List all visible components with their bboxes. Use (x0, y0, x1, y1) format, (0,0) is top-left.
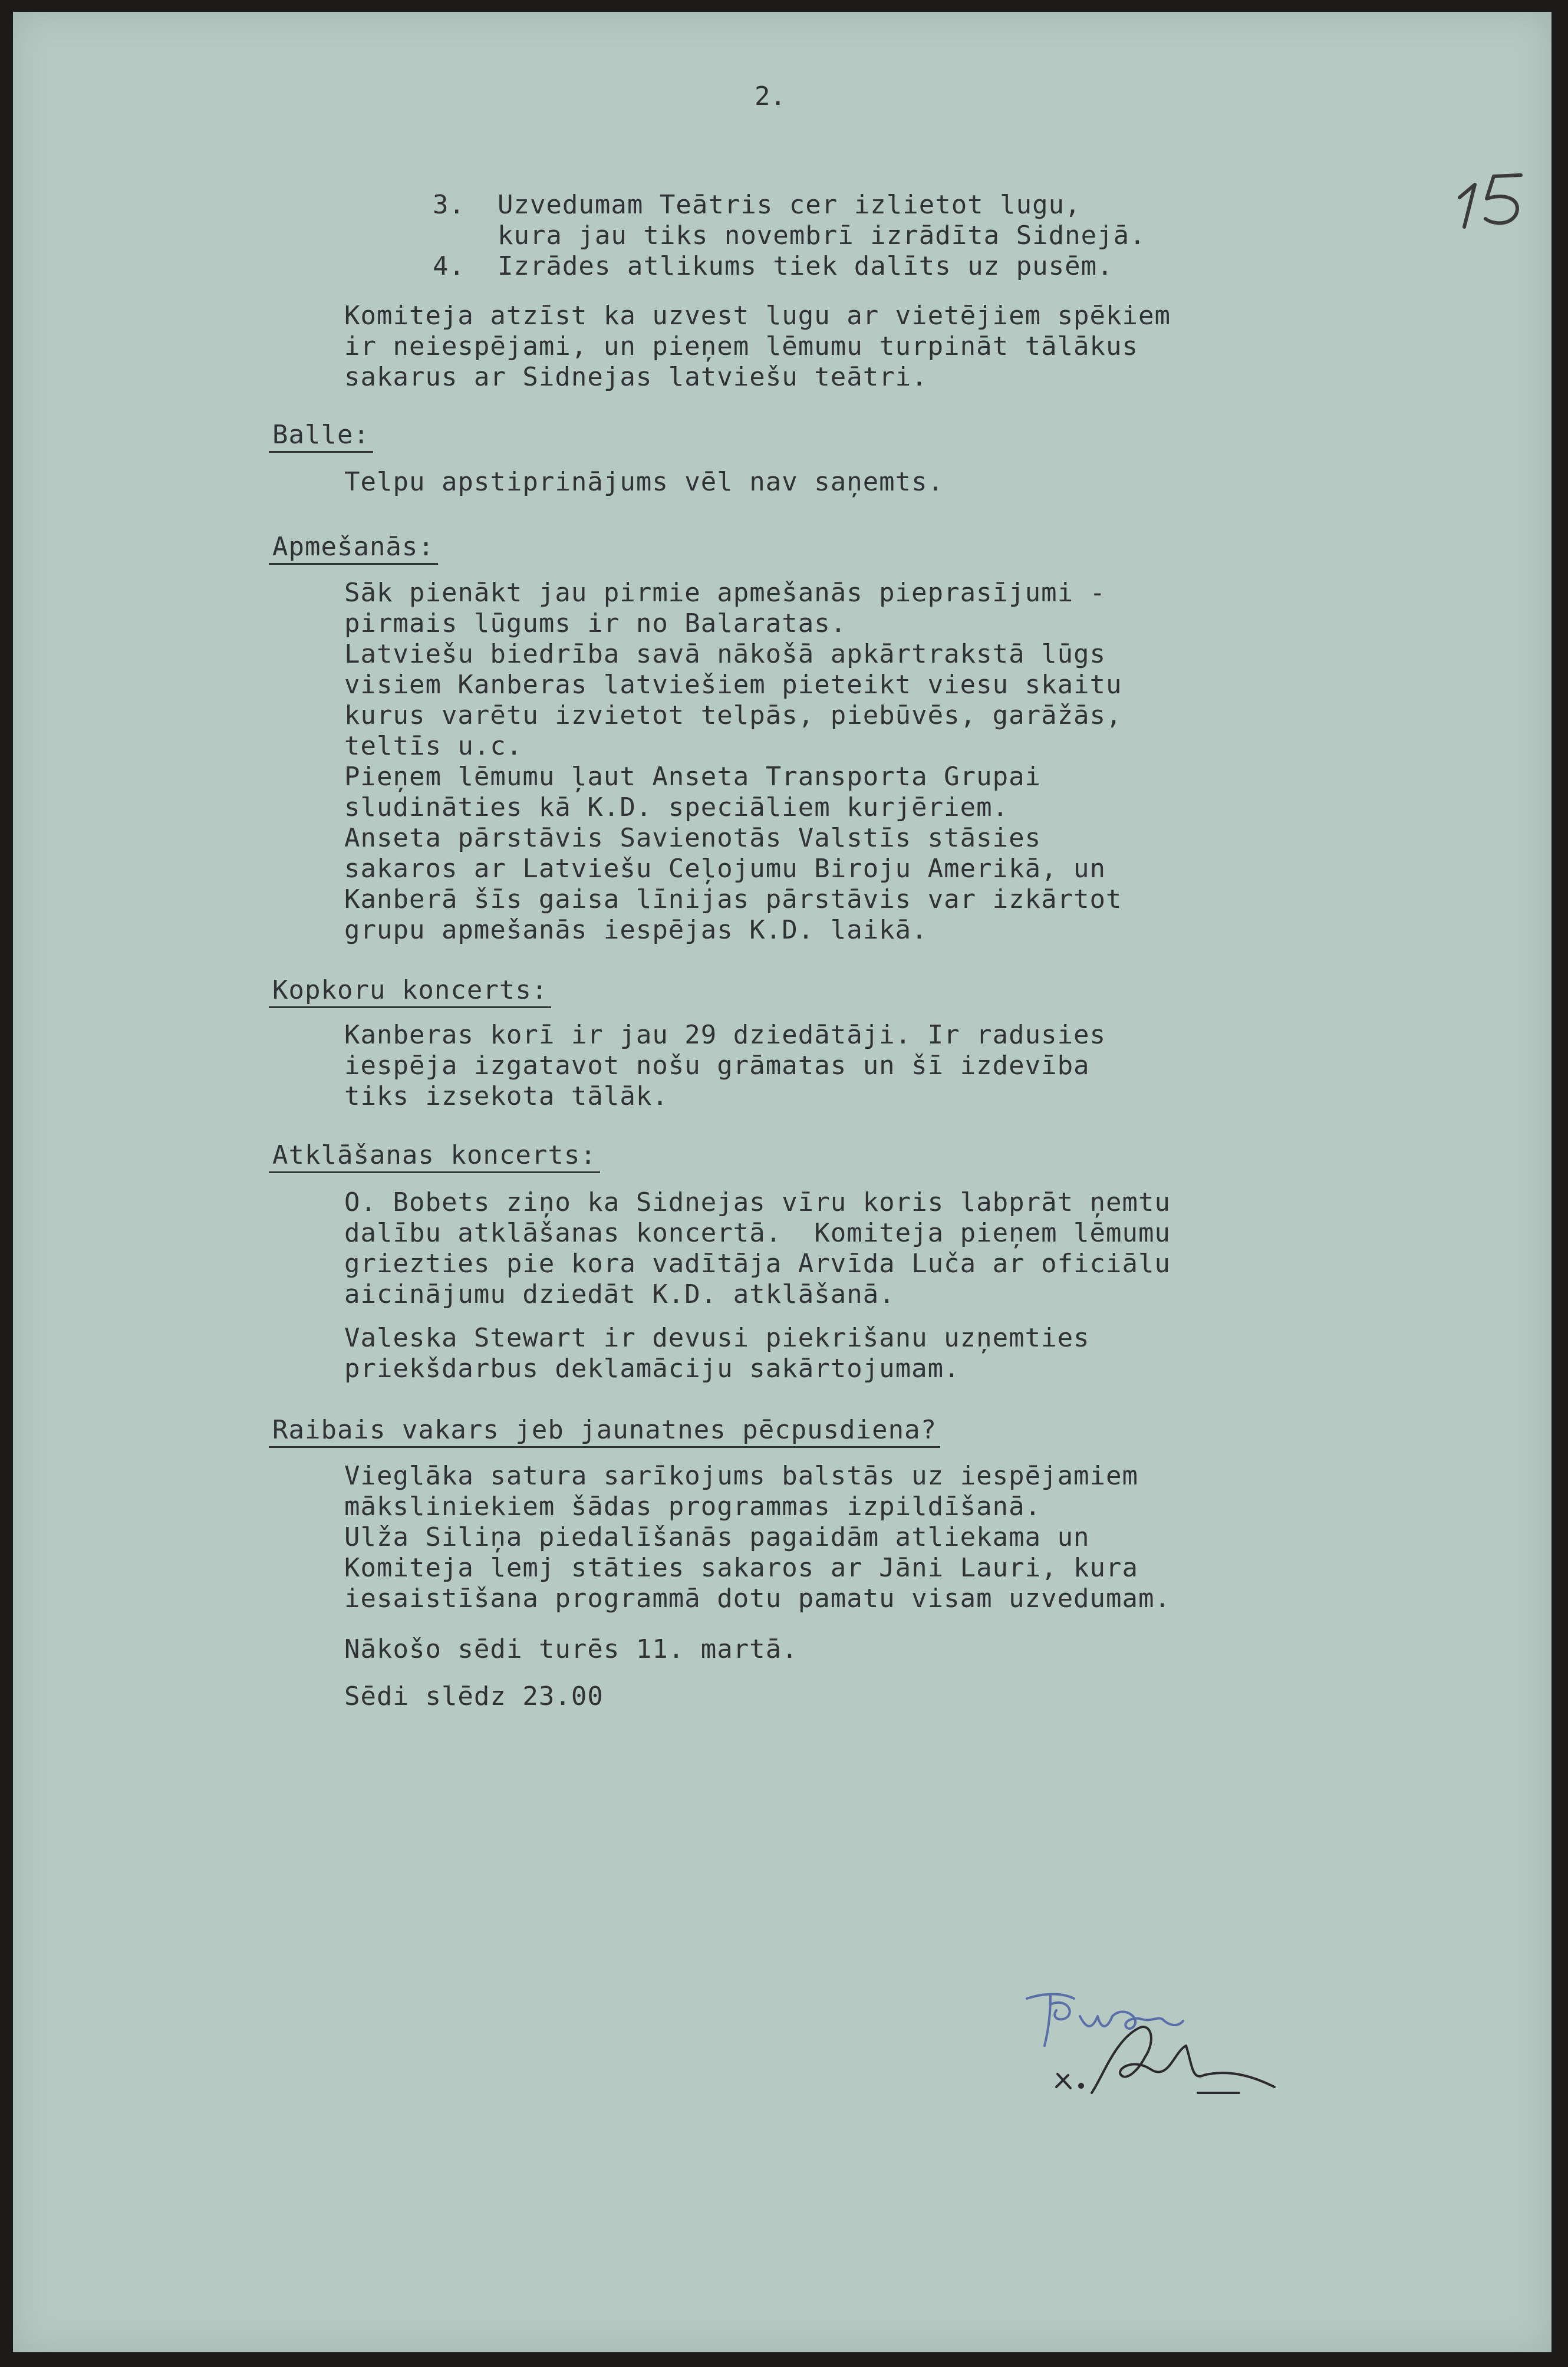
section-line: Kanberas korī ir jau 29 dziedātāji. Ir radusies (344, 1020, 1106, 1050)
section-line: Sāk pienākt jau pirmie apmešanās pieprasījumi - (344, 578, 1106, 608)
section-line: iespēja izgatavot nošu grāmatas un šī izdevība (344, 1051, 1090, 1081)
section-line: sakaros ar Latviešu Ceļojumu Biroju Amerikā, un (344, 854, 1106, 884)
section-line: Pieņem lēmumu ļaut Anseta Transporta Grupai (344, 762, 1042, 792)
section-line: dalību atklāšanas koncertā. Komiteja pieņem lēmumu (344, 1218, 1171, 1248)
signature-secretary (1015, 1975, 1227, 2057)
section-line: priekšdarbus deklamāciju sakārtojumam. (344, 1354, 960, 1384)
section-line: kurus varētu izvietot telpās, piebūvēs, garāžās, (344, 700, 1122, 730)
intro-line: sakarus ar Sidnejas latviešu teātri. (344, 362, 928, 392)
section-heading-raibais-vakars: Raibais vakars jeb jaunatnes pēcpusdiena? (272, 1415, 937, 1445)
section-line: O. Bobets ziņo ka Sidnejas vīru koris labprāt ņemtu (344, 1187, 1171, 1217)
section-line: Latviešu biedrība savā nākošā apkārtrakstā lūgs (344, 639, 1106, 669)
intro-line: Komiteja atzīst ka uzvest lugu ar vietējiem spēkiem (344, 301, 1171, 331)
section-heading-apmesanas: Apmešanās: (272, 532, 434, 562)
intro-line: 4. Izrādes atlikums tiek dalīts uz pusēm. (433, 251, 1114, 281)
section-line: pirmais lūgums ir no Balaratas. (344, 608, 847, 638)
section-heading-atklasanas-koncerts: Atklāšanas koncerts: (272, 1140, 597, 1170)
adjourned-note: Sēdi slēdz 23.00 (344, 1681, 604, 1711)
section-line: Ulža Siliņa piedalīšanās pagaidām atliekama un (344, 1522, 1090, 1552)
section-line: iesaistīšana programmā dotu pamatu visam uzvedumam. (344, 1584, 1171, 1614)
section-line: griezties pie kora vadītāja Arvīda Luča ar oficiālu (344, 1249, 1171, 1279)
section-line: sludināties kā K.D. speciāliem kurjēriem. (344, 792, 1009, 822)
archive-number-stamp (1451, 162, 1551, 233)
section-line: Anseta pārstāvis Savienotās Valstīs stāsies (344, 823, 1042, 853)
section-line: Telpu apstiprinājums vēl nav saņemts. (344, 467, 944, 497)
section-heading-kopkoru-koncerts: Kopkoru koncerts: (272, 975, 548, 1005)
section-line: grupu apmešanās iespējas K.D. laikā. (344, 915, 928, 945)
section-line: Kanberā šīs gaisa līnijas pārstāvis var izkārtot (344, 884, 1122, 914)
section-heading-balle: Balle: (272, 420, 370, 450)
intro-line: 3. Uzvedumam Teātris cer izlietot lugu, (433, 190, 1081, 220)
section-line: visiem Kanberas latviešiem pieteikt viesu skaitu (344, 670, 1122, 700)
document-page (13, 12, 1551, 2352)
intro-line: kura jau tiks novembrī izrādīta Sidnejā. (433, 220, 1146, 251)
section-line: māksliniekiem šādas programmas izpildīšanā. (344, 1492, 1042, 1522)
next-meeting-note: Nākošo sēdi turēs 11. martā. (344, 1634, 798, 1664)
section-line: Valeska Stewart ir devusi piekrišanu uzņemties (344, 1323, 1090, 1353)
page-number: 2. (755, 81, 786, 111)
section-line: Vieglāka satura sarīkojums balstās uz iespējamiem (344, 1461, 1139, 1491)
intro-line: ir neiespējami, un pieņem lēmumu turpināt tālākus (344, 331, 1139, 361)
section-line: teltīs u.c. (344, 731, 523, 761)
section-line: tiks izsekota tālāk. (344, 1081, 668, 1111)
section-line: Komiteja lemj stāties sakaros ar Jāni Lauri, kura (344, 1553, 1139, 1583)
section-line: aicinājumu dziedāt K.D. atklāšanā. (344, 1279, 895, 1309)
